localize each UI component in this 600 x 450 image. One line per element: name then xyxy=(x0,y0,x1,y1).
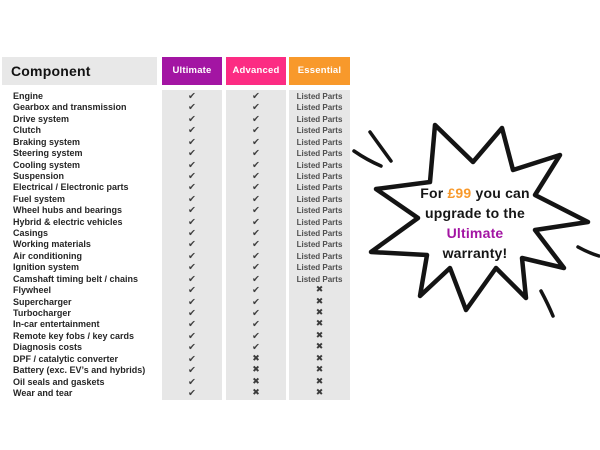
check-icon: ✔ xyxy=(188,376,196,388)
listed-parts-label: Listed Parts xyxy=(296,183,343,193)
component-name: Cooling system xyxy=(13,159,81,170)
table-row xyxy=(0,114,352,125)
cross-icon: ✖ xyxy=(315,387,324,398)
plan-header-advanced xyxy=(226,57,286,85)
table-row xyxy=(0,297,352,308)
listed-parts-label: Listed Parts xyxy=(296,149,343,159)
component-name: Battery (exc. EV’s and hybrids) xyxy=(13,365,146,376)
cross-icon: ✖ xyxy=(315,365,324,376)
callout-line-4: warranty! xyxy=(442,245,508,261)
check-icon: ✔ xyxy=(252,330,260,342)
check-icon: ✔ xyxy=(252,342,260,354)
component-column-header xyxy=(2,57,157,85)
check-icon: ✔ xyxy=(188,330,196,342)
table-row xyxy=(0,205,352,216)
check-icon: ✔ xyxy=(188,216,196,228)
component-name: Hybrid & electric vehicles xyxy=(13,216,123,227)
callout-line1-prefix: For xyxy=(420,185,448,201)
component-table-body xyxy=(0,91,352,399)
table-row xyxy=(0,182,352,193)
table-row xyxy=(0,171,352,182)
component-header-label: Component xyxy=(11,63,91,79)
component-name: In-car entertainment xyxy=(13,319,100,330)
check-icon: ✔ xyxy=(252,91,260,102)
check-icon: ✔ xyxy=(188,342,196,354)
component-name: Wear and tear xyxy=(13,387,73,398)
check-icon: ✔ xyxy=(188,308,196,320)
check-icon: ✔ xyxy=(252,182,260,194)
table-row xyxy=(0,388,352,399)
component-name: Braking system xyxy=(13,136,81,147)
check-icon: ✔ xyxy=(252,148,260,160)
check-icon: ✔ xyxy=(188,250,196,262)
check-icon: ✔ xyxy=(252,250,260,262)
check-icon: ✔ xyxy=(252,193,260,205)
check-icon: ✔ xyxy=(188,205,196,217)
component-name: Casings xyxy=(13,228,49,239)
cross-icon: ✖ xyxy=(315,319,324,330)
check-icon: ✔ xyxy=(252,319,260,331)
callout-line-1 xyxy=(361,183,589,203)
callout-line-2: upgrade to the xyxy=(424,205,526,221)
check-icon: ✔ xyxy=(188,262,196,274)
check-icon: ✔ xyxy=(188,136,196,148)
check-icon: ✔ xyxy=(188,102,196,114)
table-row xyxy=(0,125,352,136)
check-icon: ✔ xyxy=(188,353,196,365)
check-icon: ✔ xyxy=(188,193,196,205)
table-row xyxy=(0,377,352,388)
listed-parts-label: Listed Parts xyxy=(296,251,343,261)
check-icon: ✔ xyxy=(252,102,260,114)
cross-icon: ✖ xyxy=(252,387,260,398)
check-icon: ✔ xyxy=(252,308,260,320)
check-icon: ✔ xyxy=(188,148,196,160)
table-row xyxy=(0,217,352,228)
cross-icon: ✖ xyxy=(315,353,324,364)
table-row xyxy=(0,228,352,239)
listed-parts-label: Listed Parts xyxy=(296,126,343,136)
check-icon: ✔ xyxy=(252,262,260,274)
listed-parts-label: Listed Parts xyxy=(296,206,343,216)
check-icon: ✔ xyxy=(188,296,196,308)
listed-parts-label: Listed Parts xyxy=(296,217,343,227)
check-icon: ✔ xyxy=(188,387,196,399)
component-name: Steering system xyxy=(13,148,83,159)
check-icon: ✔ xyxy=(188,91,196,102)
component-name: Clutch xyxy=(13,125,41,136)
table-row xyxy=(0,342,352,353)
component-name: Camshaft timing belt / chains xyxy=(13,273,139,284)
component-name: Wheel hubs and bearings xyxy=(13,205,123,216)
component-name: Flywheel xyxy=(13,285,52,296)
check-icon: ✔ xyxy=(188,319,196,331)
table-row xyxy=(0,194,352,205)
listed-parts-label: Listed Parts xyxy=(296,114,343,124)
component-name: Remote key fobs / key cards xyxy=(13,330,135,341)
check-icon: ✔ xyxy=(188,125,196,137)
upgrade-callout-text xyxy=(361,183,589,263)
check-icon: ✔ xyxy=(252,170,260,182)
component-name: Air conditioning xyxy=(13,250,82,261)
check-icon: ✔ xyxy=(252,113,260,125)
listed-parts-label: Listed Parts xyxy=(296,274,343,284)
component-name: DPF / catalytic converter xyxy=(13,353,119,364)
listed-parts-label: Listed Parts xyxy=(296,240,343,250)
check-icon: ✔ xyxy=(252,205,260,217)
component-name: Diagnosis costs xyxy=(13,342,83,353)
check-icon: ✔ xyxy=(252,239,260,251)
listed-parts-label: Listed Parts xyxy=(296,160,343,170)
component-name: Gearbox and transmission xyxy=(13,102,127,113)
check-icon: ✔ xyxy=(252,285,260,297)
component-name: Turbocharger xyxy=(13,308,71,319)
check-icon: ✔ xyxy=(188,113,196,125)
callout-plan-name: Ultimate xyxy=(446,225,504,241)
component-name: Ignition system xyxy=(13,262,80,273)
table-row xyxy=(0,331,352,342)
plan-header-essential-label: Essential xyxy=(297,65,342,76)
table-row xyxy=(0,319,352,330)
cross-icon: ✖ xyxy=(315,308,324,319)
cross-icon: ✖ xyxy=(315,376,324,387)
component-name: Supercharger xyxy=(13,296,72,307)
component-name: Engine xyxy=(13,91,44,101)
check-icon: ✔ xyxy=(188,285,196,297)
check-icon: ✔ xyxy=(188,365,196,377)
callout-line1-suffix: you can xyxy=(471,185,530,201)
table-row xyxy=(0,137,352,148)
table-row xyxy=(0,308,352,319)
check-icon: ✔ xyxy=(252,273,260,285)
plan-header-essential xyxy=(289,57,350,85)
table-row xyxy=(0,148,352,159)
listed-parts-label: Listed Parts xyxy=(296,137,343,147)
table-row xyxy=(0,160,352,171)
plan-header-advanced-label: Advanced xyxy=(232,65,280,76)
cross-icon: ✖ xyxy=(315,342,324,353)
table-row xyxy=(0,274,352,285)
check-icon: ✔ xyxy=(252,228,260,240)
component-name: Electrical / Electronic parts xyxy=(13,182,129,193)
cross-icon: ✖ xyxy=(315,296,324,307)
check-icon: ✔ xyxy=(252,159,260,171)
cross-icon: ✖ xyxy=(252,376,260,387)
check-icon: ✔ xyxy=(188,159,196,171)
check-icon: ✔ xyxy=(252,125,260,137)
listed-parts-label: Listed Parts xyxy=(296,103,343,113)
table-row xyxy=(0,285,352,296)
check-icon: ✔ xyxy=(252,216,260,228)
component-name: Suspension xyxy=(13,170,65,181)
listed-parts-label: Listed Parts xyxy=(296,263,343,273)
table-row xyxy=(0,262,352,273)
table-row xyxy=(0,354,352,365)
component-name: Working materials xyxy=(13,239,91,250)
listed-parts-label: Listed Parts xyxy=(296,171,343,181)
cross-icon: ✖ xyxy=(315,285,324,296)
check-icon: ✔ xyxy=(188,239,196,251)
check-icon: ✔ xyxy=(188,170,196,182)
component-name: Fuel system xyxy=(13,193,66,204)
cross-icon: ✖ xyxy=(252,353,260,364)
callout-price: £99 xyxy=(447,185,472,201)
table-row xyxy=(0,365,352,376)
table-row xyxy=(0,251,352,262)
plan-header-ultimate-label: Ultimate xyxy=(172,65,212,76)
table-row xyxy=(0,239,352,250)
plan-header-ultimate xyxy=(162,57,222,85)
table-row xyxy=(0,91,352,102)
check-icon: ✔ xyxy=(188,273,196,285)
check-icon: ✔ xyxy=(252,296,260,308)
listed-parts-label: Listed Parts xyxy=(296,92,343,101)
component-name: Oil seals and gaskets xyxy=(13,376,105,387)
check-icon: ✔ xyxy=(188,182,196,194)
cross-icon: ✖ xyxy=(252,365,260,376)
check-icon: ✔ xyxy=(188,228,196,240)
listed-parts-label: Listed Parts xyxy=(296,194,343,204)
table-row xyxy=(0,102,352,113)
listed-parts-label: Listed Parts xyxy=(296,229,343,239)
component-name: Drive system xyxy=(13,113,70,124)
check-icon: ✔ xyxy=(252,136,260,148)
cross-icon: ✖ xyxy=(315,330,324,341)
